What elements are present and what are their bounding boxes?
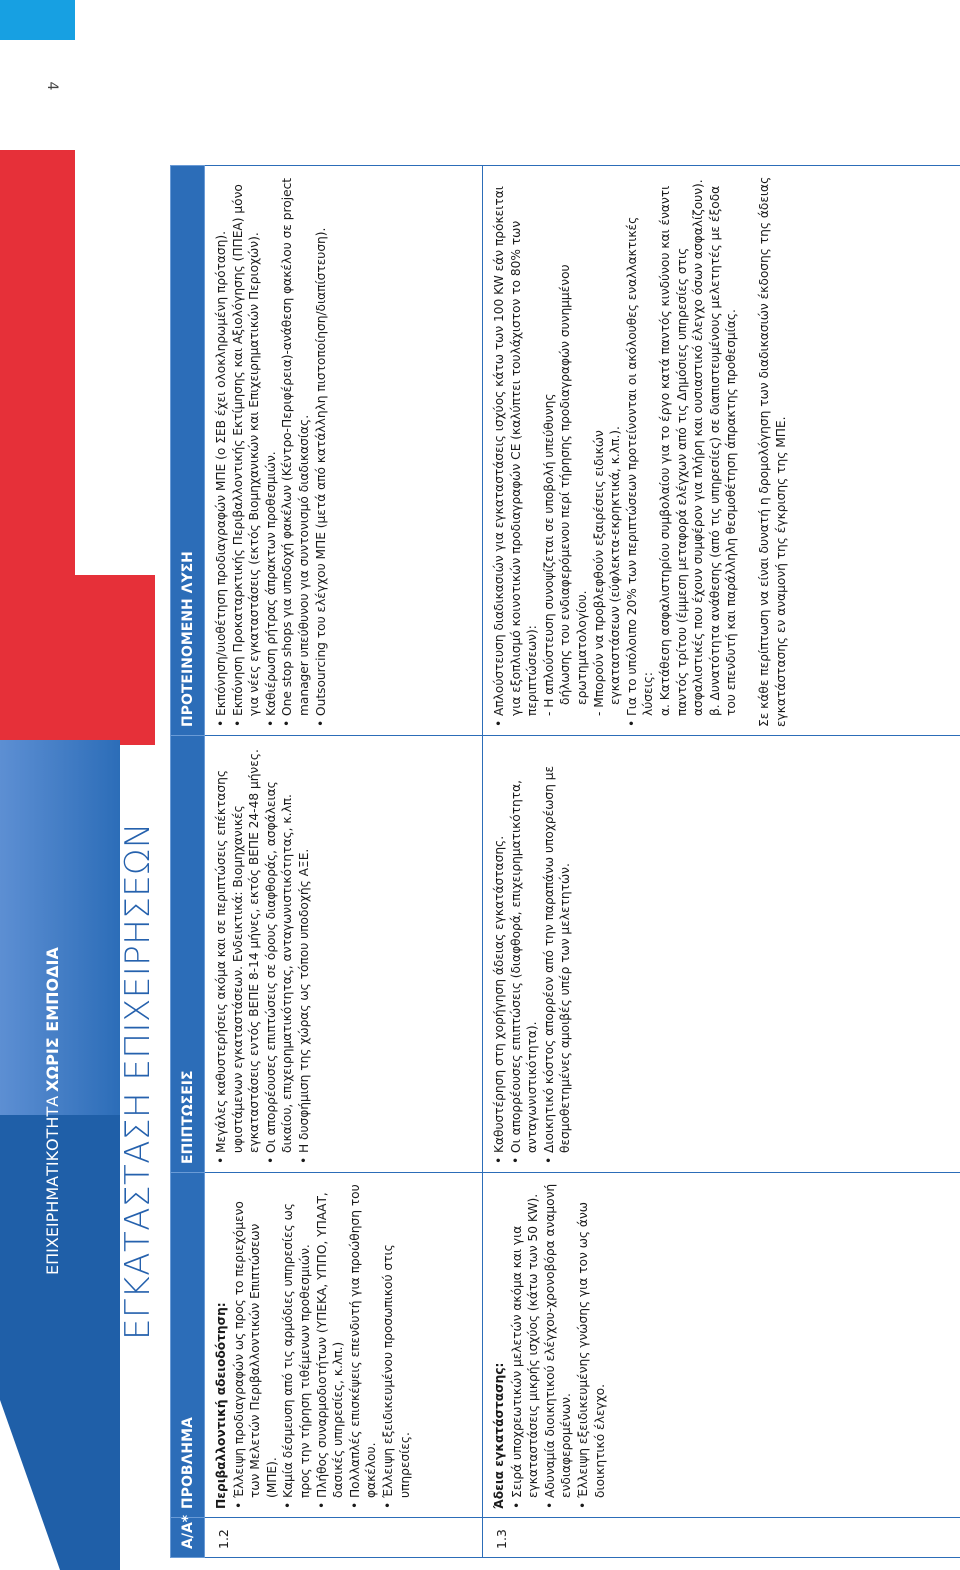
table-row: [483, 166, 960, 1558]
list-item: • Καθυστέρηση στη χορήγηση άδειας εγκατάστασης.: [491, 744, 508, 1164]
list-item: • Μεγάλες καθυστερήσεις ακόμα και σε περιπτώσεις επέκτασης υφιστάμενων εγκαταστάσεων. Ενδεικτικά: Βιομηχανικές εγκαταστάσεις εντός ΒΕΠΕ 8-14 μήνες, εκτός ΒΕΠΕ 24-48 μήνες.: [213, 744, 263, 1164]
header-aa: Α/Α*: [171, 1518, 205, 1558]
table-row: [205, 166, 483, 1558]
list-item: • Πολλαπλές επισκέψεις επενδυτή για προώθηση του φακέλου.: [347, 1181, 380, 1509]
table-header-row: [171, 166, 205, 1558]
problem-cell: [483, 1173, 960, 1518]
list-item: • Έλλειψη προδιαγραφών ως προς το περιεχόμενο των Μελετών Περιβαλλοντικών Επιπτώσεων (ΜΠΕ).: [231, 1181, 281, 1509]
header-problem: ΠΡΟΒΛΗΜΑ: [171, 1173, 205, 1518]
section-header-prefix: ΕΠΙΧΕΙΡΗΜΑΤΙΚΟΤΗΤΑ: [42, 1095, 62, 1275]
problem-list: [509, 1181, 609, 1509]
solution-cell: [483, 166, 960, 736]
list-item: • Αδυναμία διοικητικού ελέγχου-χρονοβόρα αναμονή ενδιαφερομένων.: [542, 1181, 575, 1509]
list-item: • Πλήθος συναρμοδιοτήτων (ΥΠΕΚΑ, ΥΠΠΟ, ΥΠΑΑΤ, δασικές υπηρεσίες, κ.λπ.): [314, 1181, 347, 1509]
list-item: • Διοικητικό κόστος απορρέον από την παραπάνω υποχρέωση με θεσμοθετημένες αμοιβές υπέρ των μελετητών.: [541, 744, 574, 1164]
row-number: 1.3: [483, 1518, 960, 1558]
list-item: • Εκπόνηση/υιοθέτηση προδιαγραφών ΜΠΕ (ο ΣΕΒ έχει ολοκληρωμένη πρόταση).: [213, 174, 230, 727]
solution-dash-continuation: εγκαταστάσεων (εύφλεκτα-εκρηκτικά, κ.λπ.).: [608, 426, 623, 705]
list-item: • Η δυσφήμιση της χώρας ως τόπου υποδοχής ΑΞΕ.: [296, 744, 313, 1164]
solution-list: [213, 174, 329, 727]
impact-cell: [483, 736, 960, 1173]
problem-title: Περιβαλλοντική αδειοδότηση:: [214, 1302, 228, 1509]
header-impact: ΕΠΙΠΤΩΣΕΙΣ: [171, 736, 205, 1173]
solution-cell: [205, 166, 483, 736]
spacer: [740, 174, 756, 727]
issues-table: [170, 165, 960, 1558]
list-item: • Για το υπόλοιπο 20% των περιπτώσεων προτείνονται οι ακόλουθες εναλλακτικές λύσεις:: [624, 174, 657, 727]
list-item: • One stop shops για υποδοχή φακέλων (Κέντρο-Περιφέρεια)-ανάθεση φακέλου σε project manager υπεύθυνου για συντονισμό διαδικασίας.: [279, 174, 312, 727]
impact-cell: [205, 736, 483, 1173]
solution-list: [624, 174, 657, 727]
list-item: • Απλούστευση διαδικασιών για εγκαταστάσεις ισχύος κάτω των 100 KW εάν πρόκειται για εξοπλισμό κοινοτικών προδιαγραφών CE (καλύπτει τουλάχιστον το 80% των περιπτώσεων):: [491, 174, 541, 727]
solution-note: Σε κάθε περίπτωση να είναι δυνατή η δρομολόγηση των διαδικασιών έκδοσης της άδειας εγκατάστασης εν αναμονή της έγκρισης της ΜΠΕ.: [756, 176, 788, 727]
impact-list: [491, 744, 574, 1164]
list-item: • Οι απορρέουσες επιπτώσεις (διαφθορά, επιχειρηματικότητα, ανταγωνιστικότητα).: [508, 744, 541, 1164]
impact-list: [213, 744, 313, 1164]
list-item: • Καθιέρωση ρήτρας άπρακτων προθεσμιών.: [263, 174, 280, 727]
list-item: • Εκπόνηση Προκαταρκτικής Περιβαλλοντικής Εκτίμησης και Αξιολόγησης (ΠΠΕΑ) μόνο για νέες εγκαταστάσεις (εκτός Βιομηχανικών και Επιχειρηματικών Περιοχών).: [230, 174, 263, 727]
list-item: • Outsourcing του ελέγχου ΜΠΕ (μετά από κατάλληλη πιστοποίηση/διαπίστευση).: [313, 174, 330, 727]
problem-title: Άδεια εγκατάστασης:: [492, 1362, 506, 1509]
row-number: 1.2: [205, 1518, 483, 1558]
section-header: [32, 947, 72, 1275]
list-item: • Καμία δέσμευση από τις αρμόδιες υπηρεσίες ως προς την τήρηση τιθέμενων προθεσμιών.: [280, 1181, 313, 1509]
solution-dash-continuation: δήλωσης του ενδιαφερόμενου περί τήρησης προδιαγραφών συνημμένου ερωτηματολογίου.: [558, 264, 589, 705]
list-item: • Έλλειψη εξειδικευμένης γνώσης για τον ως άνω διοικητικό έλεγχο.: [575, 1181, 608, 1509]
solution-dash-item: - Μπορούν να προβλεφθούν εξαιρέσεις ειδικών: [591, 430, 606, 716]
solution-dash-item: - Η απλούστευση συνοψίζεται σε υποβολή υπεύθυνης: [541, 393, 556, 716]
problem-cell: [205, 1173, 483, 1518]
problem-list: [231, 1181, 414, 1509]
page-title: ΕΓΚΑΤΑΣΤΑΣΗ ΕΠΙΧΕΙΡΗΣΕΩΝ: [118, 822, 158, 1340]
solution-list: [491, 174, 541, 727]
header-solution: ΠΡΟΤΕΙΝΟΜΕΝΗ ΛΥΣΗ: [171, 166, 205, 736]
list-item: • Έλλειψη εξειδικευμένου προσωπικού στις υπηρεσίες.: [380, 1181, 413, 1509]
solution-option-alpha: α. Κατάθεση ασφαλιστηρίου συμβολαίου για το έργο κατά παντός κινδύνου και έναντι παντός τρίτου (έμμεση μεταφορά ελέγχων από τις Δημόσιες υπηρεσίες στις ασφαλιστικές που έχουν συμφέρον για πλήρη και ουσιαστικό έλεγχο όσων ασφαλίζουν).: [657, 179, 706, 716]
list-item: • Σειρά υποχρεωτικών μελετών ακόμα και για εγκαταστάσεις μικρής ισχύος (κάτω των 50 KW).: [509, 1181, 542, 1509]
solution-option-beta: β. Δυνατότητα ανάθεσης (από τις υπηρεσίες) σε διαπιστευμένους μελετητές με έξοδα του επενδυτή και παράλληλη θεσμοθέτηση άπρακτης προθεσμίας.: [707, 185, 739, 716]
list-item: • Οι απορρέουσες επιπτώσεις σε όρους διαφθοράς, ασφάλειας δικαίου, επιχειρηματικότητας, ανταγωνιστικότητας, κ.λπ.: [263, 744, 296, 1164]
section-header-bold: ΧΩΡΙΣ ΕΜΠΟΔΙΑ: [42, 947, 62, 1092]
page-number: 4: [44, 81, 60, 91]
